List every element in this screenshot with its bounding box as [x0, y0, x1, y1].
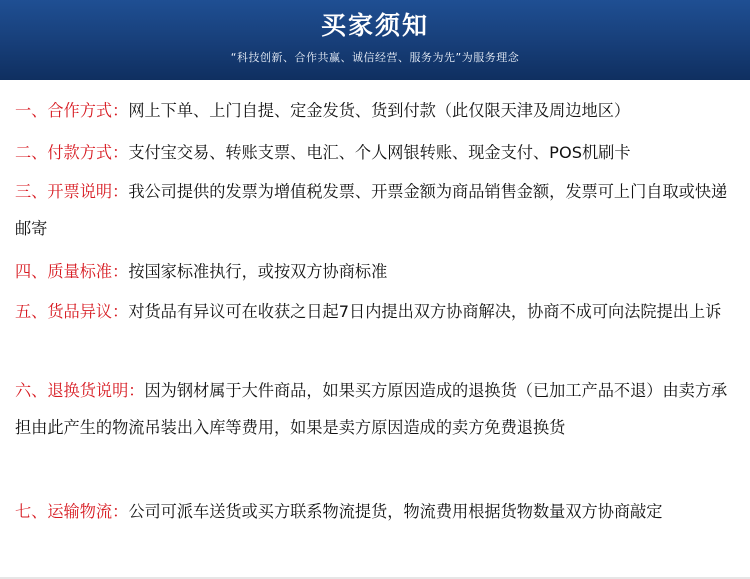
service-slogan: “科技创新、合作共赢、诚信经营、服务为先”为服务理念 — [230, 51, 520, 64]
item-label: 质量标准： — [47, 262, 129, 281]
item-label: 运输物流： — [47, 502, 129, 521]
notice-item-invoice — [15, 173, 740, 247]
item-text: 按国家标准执行，或按双方协商标准 — [128, 262, 388, 281]
item-text: 因为钢材属于大件商品，如果买方原因造成的退换货（已加工产品不退）由卖方承担由此产生的物流吊装出入库等费用，如果是卖方原因造成的卖方免费退换货 — [15, 381, 728, 437]
item-number: 一、 — [15, 101, 48, 120]
page-title: 买家须知 — [320, 11, 429, 40]
item-number: 六、 — [15, 381, 48, 400]
item-number: 三、 — [15, 182, 48, 201]
item-text: 支付宝交易、转账支票、电汇、个人网银转账、现金支付、POS机刷卡 — [128, 143, 631, 162]
item-text: 网上下单、上门自提、定金发货、货到付款（此仅限天津及周边地区） — [128, 101, 631, 120]
item-label: 合作方式： — [47, 101, 129, 120]
notice-item-quality — [15, 253, 740, 290]
notice-item-logistics — [15, 493, 740, 530]
item-text: 公司可派车送货或买方联系物流提货，物流费用根据货物数量双方协商敲定 — [128, 502, 663, 521]
item-number: 四、 — [15, 262, 48, 281]
item-number: 二、 — [15, 143, 48, 162]
item-label: 开票说明： — [47, 182, 129, 201]
notice-list — [0, 80, 750, 579]
item-number: 七、 — [15, 502, 48, 521]
item-text: 我公司提供的发票为增值税发票、开票金额为商品销售金额，发票可上门自取或快递邮寄 — [15, 182, 728, 238]
notice-item-cooperation — [15, 92, 740, 129]
item-label: 退换货说明： — [47, 381, 145, 400]
item-text: 对货品有异议可在收获之日起7日内提出双方协商解决，协商不成可向法院提出上诉 — [128, 302, 722, 321]
item-number: 五、 — [15, 302, 48, 321]
item-label: 付款方式： — [47, 143, 129, 162]
notice-item-return — [15, 372, 740, 446]
header-banner — [0, 0, 750, 81]
notice-item-dispute — [15, 293, 740, 330]
notice-item-payment — [15, 134, 740, 171]
item-label: 货品异议： — [47, 302, 129, 321]
